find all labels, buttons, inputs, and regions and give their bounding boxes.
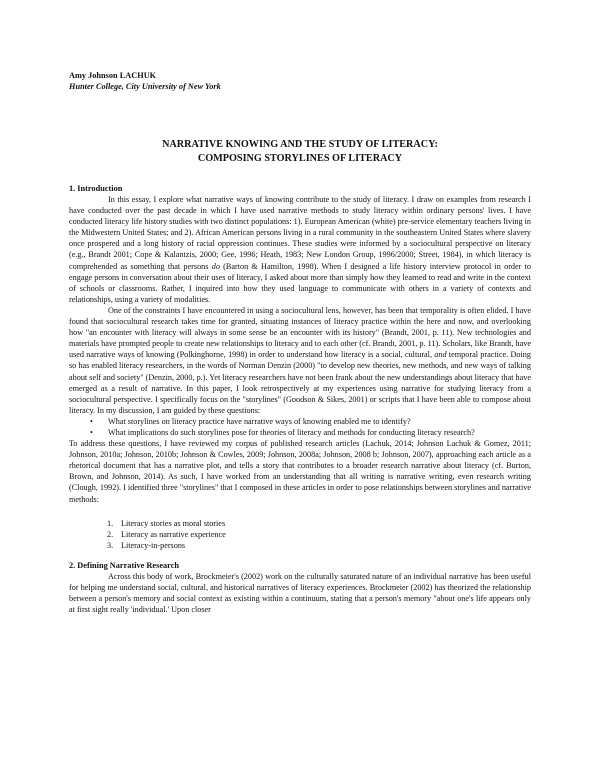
section-heading-introduction: 1. Introduction	[69, 184, 123, 193]
section2-paragraph-1: Across this body of work, Brockmeier's (2002) work on the culturally saturated nature of an individual narrative has been useful for helping me understand social, cultural, and historical narratives of literacy experiences. Brockmeier (2002) has theorized the relationship between a person's memory and social context as existing within a continuum, stating that a person's memory "about one's life appears only at first sight really 'individual.' Upon closer	[69, 571, 531, 615]
storyline-number: 2.	[107, 529, 114, 539]
storylines-list	[69, 518, 531, 551]
storyline-number: 3.	[107, 540, 114, 550]
storyline-text: Literacy stories as moral stories	[121, 518, 226, 528]
storyline-number: 1.	[107, 518, 114, 528]
emphasis-do: do	[211, 261, 220, 271]
intro-paragraph-2	[69, 305, 531, 416]
storyline-text: Literacy-in-persons	[121, 540, 186, 550]
storyline-text: Literacy as narrative experience	[121, 529, 226, 539]
paper-title	[69, 138, 531, 166]
title-line-1: NARRATIVE KNOWING AND THE STUDY OF LITERACY:	[162, 139, 438, 150]
intro-paragraph-3: To address these questions, I have reviewed my corpus of published research articles (Lachuk, 2014; Johnson Lachuk & Gomez, 2011; Johnson, 2010a; Johnson, 2010b; Johnson & Cowles, 2009; Johnson, 2008a; Johnson, 2008 b; Johnson, 2007), approaching each article as a rhetorical document that has a narrative plot, and tells a story that contributes to a broader research narrative about literacy (cf. Burton, Brown, and Johnson, 2014). As such, I have worked from an understanding that all writing is narrative writing, even research writing (Clough, 1992). I identified three "storylines" that I composed in these articles in order to pose relationships between storylines and narrative methods:	[69, 439, 531, 504]
text-run: temporal practice. Doing so has enabled literacy researchers, in the words of Norman Denzin (2000) "to develop new theories, new methods, and new ways of talking about self and society" (Denzin, 2000, p.). Yet literacy researchers have not been frank about the new understandings about literacy that have emerged as a result of narrative. In this paper, I look retrospectively at my experiences using narrative for studying literacy from a sociocultural perspective. I specifically focus on the "storylines" (Goodson & Sikes, 2001) or scripts that I have been able to compose about literacy. In my discussion, I am guided by these questions:	[69, 350, 531, 415]
text-run: In this essay, I explore what narrative ways of knowing contribute to the study of literacy. I draw on examples from research I have conducted over the past decade in which I have used narrative methods to study literacy within ordinary persons' lives. I have conducted literacy life history studies with two distinct populations: 1). European American (white) pre-service elementary teachers living in the Midwestern United States; and 2). African American persons living in a rural community in the southeastern United States where slavery once prospered and a long history of racial oppression continues. These studies were informed by a sociocultural perspective on literacy (e.g., Brandt 2001; Cope & Kalantzis, 2000; Gee, 1996; Heath, 1983; New London Group, 1996/2000; Street, 1984), in which literacy is comprehended as something that persons	[69, 195, 531, 271]
author-affiliation: Hunter College, City University of New York	[69, 82, 221, 91]
author-name: Amy Johnson LACHUK	[69, 71, 157, 80]
research-question: • What storylines on literacy practice have narrative ways of knowing enabled me to identify?	[90, 416, 531, 427]
emphasis-and: and	[434, 350, 447, 360]
storyline-item	[107, 540, 531, 551]
research-questions-list	[69, 416, 531, 438]
text-run: (Barton & Hamilton, 1998). When I designed a life history interview protocol in order to engage persons in conversation about their uses of literacy, I asked about more than simply how they learned to read and write in the context of schools or classrooms. Rather, I inquired into how they used language to communicate with others in a variety of contexts and relationships, using a variety of modalities.	[69, 261, 531, 304]
storyline-item	[107, 529, 531, 540]
section-heading-defining-narrative-research: 2. Defining Narrative Research	[69, 560, 179, 570]
text-run: One of the constraints I have encountered in using a sociocultural lens, however, has been that temporality is often elided. I have found that sociocultural research takes time for granted, situating instances of literacy practice within the here and now, and overlooking how "an encounter with literacy will always in some sense be an encounter with its history" (Brandt, 2001, p. 11). New technologies and materials have prompted people to create new relationships to literacy and to each other (cf. Brandt, 2001, p. 11). Scholars, like Brandt, have used narrative ways of knowing (Polkinghorne, 1998) in order to understand how literacy is a social, cultural,	[69, 305, 531, 360]
storyline-item	[107, 518, 531, 529]
intro-paragraph-1	[69, 194, 531, 305]
title-line-2: COMPOSING STORYLINES OF LITERACY	[197, 153, 403, 164]
research-question: • What implications do such storylines pose for theories of literacy and methods for conducting literacy research?	[90, 427, 531, 438]
